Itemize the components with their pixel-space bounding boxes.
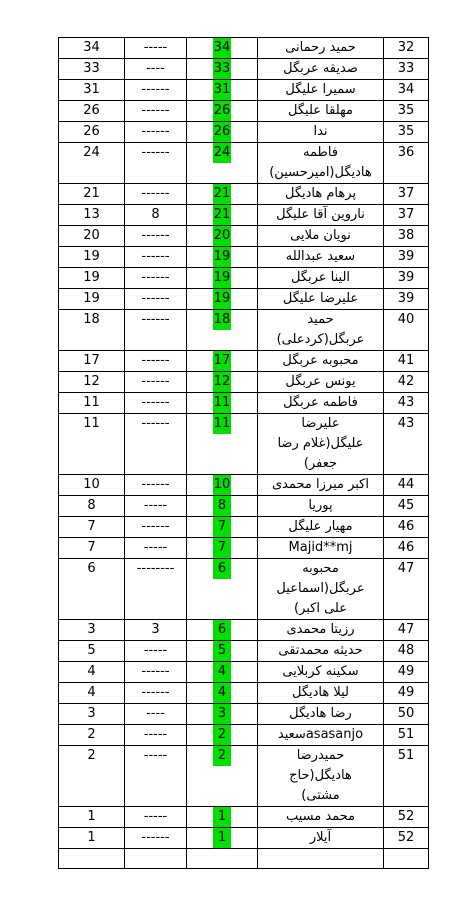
total-cell: 8 [59,496,125,517]
score-highlight: 21 [213,184,232,204]
rank-cell: 52 [384,828,429,849]
score-highlight: 21 [213,205,232,225]
score-highlight: 11 [213,393,232,413]
bonus-cell: ---- [125,59,187,80]
total-cell: 19 [59,289,125,310]
rank-cell: 42 [384,372,429,393]
table-row [59,828,429,849]
rank-cell: 46 [384,517,429,538]
rank-cell: 40 [384,310,429,351]
bonus-cell: ------ [125,226,187,247]
bonus-cell: ----- [125,38,187,59]
score-cell [187,641,258,662]
score-highlight: 24 [213,143,232,163]
table-row [59,101,429,122]
total-cell: 20 [59,226,125,247]
name-cell: سمیرا علیگل [258,80,384,101]
table-row [59,559,429,620]
score-highlight: 18 [213,310,232,330]
name-cell: اکبر میرزا محمدی [258,475,384,496]
rank-cell: 35 [384,101,429,122]
score-cell [187,746,258,807]
total-cell: 26 [59,101,125,122]
table-row [59,289,429,310]
total-cell: 24 [59,143,125,184]
name-cell: مهلقا علیگل [258,101,384,122]
rank-cell: 47 [384,559,429,620]
score-highlight: 19 [213,289,232,309]
bonus-cell [125,849,187,869]
name-cell: لیلا هادیگل [258,683,384,704]
rank-cell: 35 [384,122,429,143]
name-cell: Majid**mj [258,538,384,559]
score-cell [187,184,258,205]
rank-cell: 45 [384,496,429,517]
rank-cell: 51 [384,746,429,807]
total-cell: 11 [59,393,125,414]
score-highlight: 5 [213,641,231,661]
score-cell [187,828,258,849]
rank-cell [384,849,429,869]
table-row [59,122,429,143]
bonus-cell: ----- [125,496,187,517]
total-cell: 2 [59,746,125,807]
score-cell [187,725,258,746]
total-cell: 1 [59,828,125,849]
score-cell [187,59,258,80]
score-highlight: 4 [213,683,231,703]
bonus-cell: ------ [125,80,187,101]
bonus-cell: ------ [125,289,187,310]
table-row [59,475,429,496]
score-cell [187,662,258,683]
name-cell: علیرضا علیگل(غلام رضا جعفر) [258,414,384,475]
rank-cell: 46 [384,538,429,559]
bonus-cell: ----- [125,725,187,746]
name-cell: الینا عربگل [258,268,384,289]
score-cell [187,143,258,184]
results-table-body [59,38,429,869]
score-cell [187,393,258,414]
total-cell: 17 [59,351,125,372]
score-highlight: 3 [213,704,231,724]
score-cell [187,704,258,725]
bonus-cell: ------ [125,310,187,351]
name-cell: رضا هادیگل [258,704,384,725]
score-cell [187,849,258,869]
score-cell [187,101,258,122]
table-row [59,372,429,393]
score-highlight: 19 [213,268,232,288]
total-cell [59,849,125,869]
name-cell: علیرضا علیگل [258,289,384,310]
name-cell: پوریا [258,496,384,517]
table-row [59,247,429,268]
name-cell: پرهام هادیگل [258,184,384,205]
table-row [59,184,429,205]
score-cell [187,496,258,517]
score-cell [187,475,258,496]
table-row [59,538,429,559]
table-row [59,807,429,828]
total-cell: 3 [59,620,125,641]
table-row [59,80,429,101]
score-highlight: 11 [213,414,232,434]
score-cell [187,538,258,559]
rank-cell: 48 [384,641,429,662]
bonus-cell: ------ [125,662,187,683]
total-cell: 31 [59,80,125,101]
name-cell: نویان ملایی [258,226,384,247]
total-cell: 10 [59,475,125,496]
name-cell: حمیدرضا هادیگل(حاج مشتی) [258,746,384,807]
bonus-cell: ------ [125,122,187,143]
score-cell [187,310,258,351]
name-cell: حمید رحمانی [258,38,384,59]
score-highlight: 7 [213,538,231,558]
table-row [59,662,429,683]
table-row [59,310,429,351]
total-cell: 19 [59,247,125,268]
table-row [59,620,429,641]
score-cell [187,559,258,620]
table-row [59,226,429,247]
score-highlight: 20 [213,226,232,246]
score-cell [187,807,258,828]
table-row [59,414,429,475]
score-cell [187,683,258,704]
results-table [58,37,429,869]
total-cell: 3 [59,704,125,725]
score-cell [187,517,258,538]
total-cell: 1 [59,807,125,828]
total-cell: 4 [59,683,125,704]
score-highlight: 12 [213,372,232,392]
rank-cell: 44 [384,475,429,496]
table-row [59,704,429,725]
bonus-cell: ------ [125,393,187,414]
score-highlight: 8 [213,496,231,516]
total-cell: 12 [59,372,125,393]
bonus-cell: ----- [125,746,187,807]
score-highlight: 33 [213,59,232,79]
rank-cell: 37 [384,205,429,226]
rank-cell: 51 [384,725,429,746]
bonus-cell: ------ [125,268,187,289]
name-cell: محمد مسیب [258,807,384,828]
score-cell [187,414,258,475]
rank-cell: 39 [384,289,429,310]
total-cell: 33 [59,59,125,80]
table-row [59,496,429,517]
table-row [59,205,429,226]
name-cell [258,849,384,869]
bonus-cell: -------- [125,559,187,620]
score-highlight: 26 [213,122,232,142]
name-cell: ناروین آقا علیگل [258,205,384,226]
bonus-cell: ------ [125,828,187,849]
table-row [59,517,429,538]
name-cell: رزیتا محمدی [258,620,384,641]
rank-cell: 52 [384,807,429,828]
total-cell: 2 [59,725,125,746]
bonus-cell: ------ [125,184,187,205]
rank-cell: 47 [384,620,429,641]
name-cell: ندا [258,122,384,143]
total-cell: 13 [59,205,125,226]
score-cell [187,122,258,143]
score-cell [187,247,258,268]
table-row [59,59,429,80]
rank-cell: 39 [384,268,429,289]
score-highlight: 2 [213,746,231,766]
rank-cell: 32 [384,38,429,59]
name-cell: محبوبه عربگل [258,351,384,372]
name-cell: آیلار [258,828,384,849]
table-row [59,641,429,662]
table-row [59,683,429,704]
table-row [59,143,429,184]
score-highlight: 10 [213,475,232,495]
table-row [59,351,429,372]
rank-cell: 50 [384,704,429,725]
bonus-cell: ------ [125,683,187,704]
total-cell: 6 [59,559,125,620]
name-cell: حمید عربگل(کردعلی) [258,310,384,351]
score-cell [187,289,258,310]
table-row [59,849,429,869]
total-cell: 11 [59,414,125,475]
score-highlight: 6 [213,559,231,579]
table-row [59,268,429,289]
total-cell: 21 [59,184,125,205]
score-cell [187,205,258,226]
rank-cell: 34 [384,80,429,101]
bonus-cell: ---- [125,704,187,725]
score-cell [187,268,258,289]
rank-cell: 49 [384,662,429,683]
total-cell: 34 [59,38,125,59]
total-cell: 4 [59,662,125,683]
score-highlight: 2 [213,725,231,745]
bonus-cell: ------ [125,517,187,538]
rank-cell: 33 [384,59,429,80]
bonus-cell: ------ [125,143,187,184]
rank-cell: 37 [384,184,429,205]
name-cell: حدیثه محمدتقی [258,641,384,662]
total-cell: 19 [59,268,125,289]
score-highlight: 1 [213,828,231,848]
score-highlight: 17 [213,351,232,371]
rank-cell: 36 [384,143,429,184]
table-row [59,38,429,59]
total-cell: 7 [59,538,125,559]
total-cell: 7 [59,517,125,538]
total-cell: 5 [59,641,125,662]
score-cell [187,351,258,372]
bonus-cell: ----- [125,538,187,559]
name-cell: مهیار علیگل [258,517,384,538]
bonus-cell: ------ [125,247,187,268]
score-highlight: 6 [213,620,231,640]
total-cell: 18 [59,310,125,351]
bonus-cell: ------ [125,351,187,372]
rank-cell: 43 [384,393,429,414]
name-cell: سکینه کربلایی [258,662,384,683]
bonus-cell: ----- [125,641,187,662]
rank-cell: 39 [384,247,429,268]
table-row [59,746,429,807]
table-row [59,725,429,746]
bonus-cell: 8 [125,205,187,226]
score-highlight: 7 [213,517,231,537]
score-highlight: 34 [213,38,232,58]
score-highlight: 26 [213,101,232,121]
name-cell: یونس عربگل [258,372,384,393]
rank-cell: 41 [384,351,429,372]
bonus-cell: ------ [125,372,187,393]
score-highlight: 31 [213,80,232,100]
name-cell: محبوبه عربگل(اسماعیل علی اکبر) [258,559,384,620]
score-cell [187,80,258,101]
rank-cell: 49 [384,683,429,704]
name-cell: فاطمه عربگل [258,393,384,414]
score-highlight: 4 [213,662,231,682]
bonus-cell: 3 [125,620,187,641]
table-row [59,393,429,414]
score-cell [187,38,258,59]
name-cell: فاطمه هادیگل(امیرحسین) [258,143,384,184]
name-cell: سعید عبدالله [258,247,384,268]
total-cell: 26 [59,122,125,143]
bonus-cell: ------ [125,475,187,496]
score-cell [187,226,258,247]
score-highlight: 1 [213,807,231,827]
bonus-cell: ------ [125,414,187,475]
score-cell [187,620,258,641]
rank-cell: 38 [384,226,429,247]
score-cell [187,372,258,393]
name-cell: صدیقه عربگل [258,59,384,80]
score-highlight: 19 [213,247,232,267]
name-cell: asasanjoسعید [258,725,384,746]
rank-cell: 43 [384,414,429,475]
bonus-cell: ------ [125,101,187,122]
bonus-cell: ----- [125,807,187,828]
